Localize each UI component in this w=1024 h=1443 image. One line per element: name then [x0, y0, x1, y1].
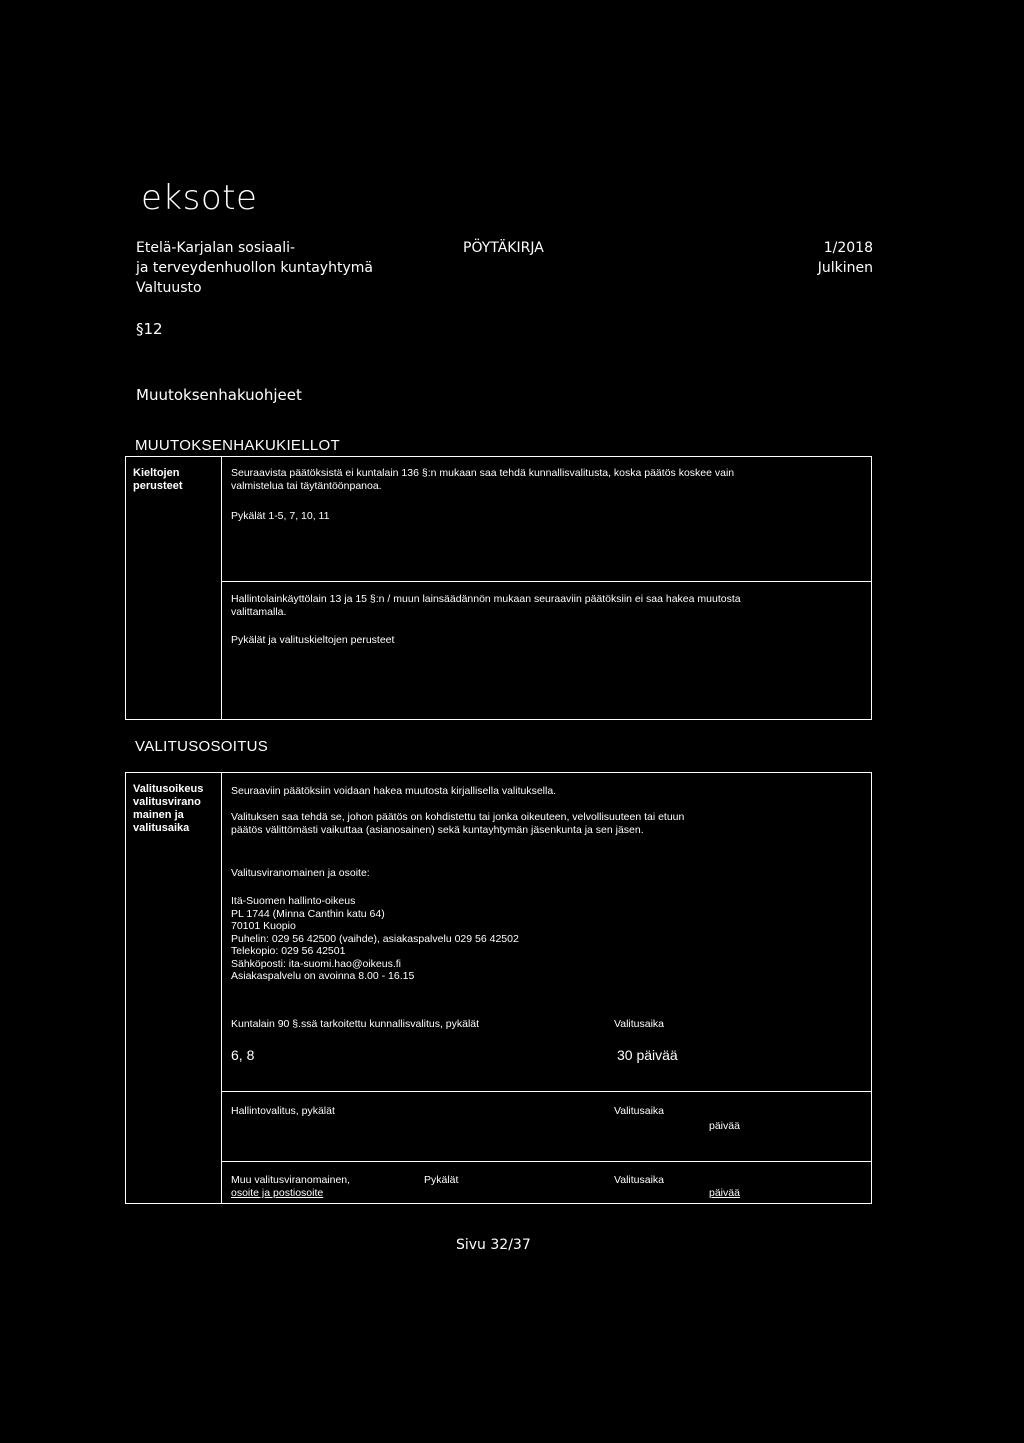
address-line-2: PL 1744 (Minna Canthin katu 64)	[231, 907, 385, 920]
address-line-4: Puhelin: 029 56 42500 (vaihde), asiakaspalvelu 029 56 42502	[231, 932, 519, 945]
authority-address	[231, 895, 519, 983]
address-line-1: Itä-Suomen hallinto-oikeus	[231, 895, 356, 907]
osoitus-label	[133, 783, 203, 835]
kunnallisvalitus-pykalat: 6, 8	[231, 1047, 255, 1063]
address-line-6: Sähköposti: ita-suomi.hao@oikeus.fi	[231, 957, 401, 970]
osoitus-who	[231, 811, 684, 837]
osoitus-label-line-1: Valitusoikeus	[133, 783, 204, 795]
kiellot-table	[125, 456, 872, 720]
muu-valitus-time-label: Valitusaika	[614, 1174, 664, 1186]
kunnallisvalitus-days: 30 päivää	[617, 1047, 678, 1063]
address-line-7: Asiakaspalvelu on avoinna 8.00 - 16.15	[231, 970, 415, 982]
org-line-1: Etelä-Karjalan sosiaali-	[136, 240, 296, 256]
kiellot-block-2	[231, 593, 741, 619]
kiellot-block-1	[231, 467, 734, 493]
org-line-3: Valtuusto	[136, 280, 202, 296]
kunnallisvalitus-time-label: Valitusaika	[614, 1018, 664, 1030]
address-line-5: Telekopio: 029 56 42501	[231, 945, 346, 957]
address-line-3: 70101 Kuopio	[231, 920, 296, 932]
eksote-logo: eksote	[141, 178, 258, 218]
hallintovalitus-label: Hallintovalitus, pykälät	[231, 1105, 335, 1117]
osoitus-row-divider-2	[221, 1161, 872, 1162]
doc-meta	[818, 238, 873, 278]
org-name-block	[136, 238, 373, 298]
org-line-2: ja terveydenhuollon kuntayhtymä	[136, 260, 373, 276]
kiellot-block-2-line-2: valittamalla.	[231, 606, 287, 618]
page-title: Muutoksenhakuohjeet	[136, 386, 302, 404]
osoitus-who-line-2: päätös välittömästi vaikuttaa (asianosainen) sekä kuntayhtymän jäsenkunta ja sen jäsen.	[231, 824, 644, 836]
muu-valitus-label-line-2: osoite ja postiosoite	[231, 1187, 324, 1199]
kiellot-block-1-line-1: Seuraavista päätöksistä ei kuntalain 136 §:n mukaan saa tehdä kunnallisvalitusta, koska päätös koskee vain	[231, 467, 735, 479]
kunnallisvalitus-label: Kuntalain 90 §.ssä tarkoitettu kunnallisvalitus, pykälät	[231, 1018, 480, 1030]
kiellot-block-2-pykalat: Pykälät ja valituskieltojen perusteet	[231, 634, 395, 646]
osoitus-heading: VALITUSOSOITUS	[135, 738, 269, 755]
osoitus-label-line-4: valitusaika	[133, 822, 190, 834]
osoitus-intro: Seuraaviin päätöksiin voidaan hakea muutosta kirjallisella valituksella.	[231, 785, 557, 797]
muu-valitus-pykalat-label: Pykälät	[424, 1174, 459, 1186]
muu-valitus-label-line-1: Muu valitusviranomainen,	[231, 1174, 351, 1186]
hallintovalitus-time-label: Valitusaika	[614, 1105, 664, 1117]
osoitus-label-line-3: mainen ja	[133, 809, 184, 821]
kiellot-heading: MUUTOKSENHAKUKIELLOT	[135, 437, 340, 454]
kiellot-block-1-pykalat: Pykälät 1-5, 7, 10, 11	[231, 510, 330, 522]
kiellot-row-divider	[221, 581, 872, 582]
kiellot-divider	[221, 456, 222, 720]
doc-number: 1/2018	[823, 240, 873, 256]
kiellot-block-1-line-2: valmistelua tai täytäntöönpanoa.	[231, 480, 382, 492]
osoitus-label-line-2: valitusvirano	[133, 796, 201, 808]
doc-type: PÖYTÄKIRJA	[463, 240, 544, 256]
muu-valitus-label	[231, 1174, 350, 1200]
doc-visibility: Julkinen	[817, 260, 873, 276]
muu-valitus-days: päivää	[709, 1187, 740, 1199]
kiellot-label-line-2: perusteet	[133, 480, 183, 492]
hallintovalitus-days: päivää	[709, 1120, 740, 1132]
kiellot-label-line-1: Kieltojen	[133, 467, 180, 479]
kiellot-block-2-line-1: Hallintolainkäyttölain 13 ja 15 §:n / muun lainsäädännön mukaan seuraaviin päätöksiin ei saa hakea muutosta	[231, 593, 741, 605]
osoitus-who-line-1: Valituksen saa tehdä se, johon päätös on kohdistettu tai jonka oikeuteen, velvollisuuteen tai etuun	[231, 811, 685, 823]
section-number: §12	[136, 320, 163, 338]
page-number: Sivu 32/37	[456, 1237, 531, 1253]
kiellot-label	[133, 467, 183, 493]
osoitus-row-divider-1	[221, 1091, 872, 1092]
osoitus-divider	[221, 772, 222, 1204]
authority-heading: Valitusviranomainen ja osoite:	[231, 867, 370, 879]
